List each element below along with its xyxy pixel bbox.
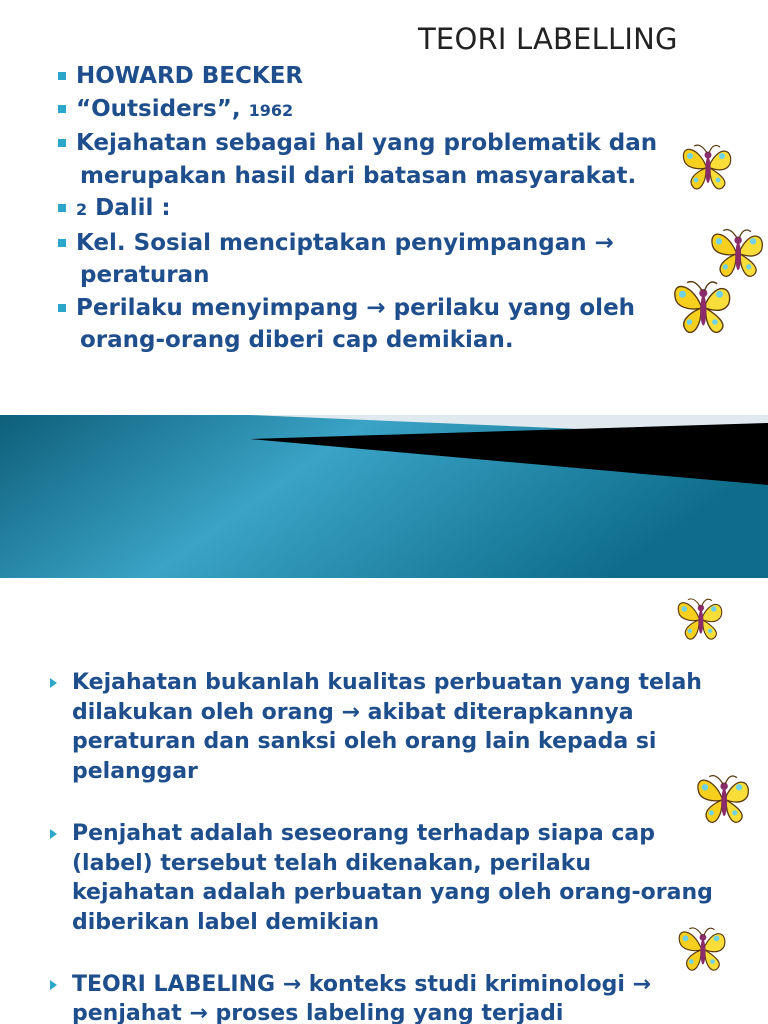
- list-item: Penjahat adalah seseorang terhadap siapa cap (label) tersebut telah dikenakan, perilaku kejahatan adalah perbuatan yang oleh orang-orang diberikan label demikian: [48, 819, 718, 938]
- slide-title: TEORI LABELLING: [418, 22, 678, 56]
- slide-1-list: [56, 60, 716, 357]
- list-item-continuation: orang-orang diberi cap demikian.: [80, 327, 514, 353]
- list-item: 2 Dalil :: [56, 192, 716, 227]
- list-item-continuation: merupakan hasil dari batasan masyarakat.: [80, 162, 637, 189]
- butterfly-icon: [704, 226, 768, 280]
- butterfly-icon: [676, 142, 736, 192]
- butterfly-icon: [666, 278, 736, 336]
- butterfly-icon: [690, 766, 754, 832]
- decorative-band: [0, 415, 768, 578]
- list-item: TEORI LABELING → konteks studi kriminologi → penjahat → proses labeling yang terjadi: [48, 970, 718, 1024]
- list-item: Kejahatan sebagai hal yang problematik dan: [56, 127, 666, 160]
- list-item-continuation: peraturan: [80, 262, 210, 288]
- triangle-bullet-icon: [50, 980, 57, 990]
- triangle-bullet-icon: [50, 829, 57, 839]
- square-bullet-icon: [58, 304, 66, 312]
- list-item: Kel. Sosial menciptakan penyimpangan →: [56, 227, 716, 260]
- square-bullet-icon: [58, 105, 66, 113]
- slide-2: [0, 578, 768, 1024]
- slide-2-list: [48, 668, 718, 1024]
- square-bullet-icon: [58, 204, 66, 212]
- triangle-bullet-icon: [50, 678, 57, 688]
- butterfly-icon: [664, 596, 734, 642]
- list-item: HOWARD BECKER: [56, 60, 716, 93]
- square-bullet-icon: [58, 139, 66, 147]
- list-item: Perilaku menyimpang → perilaku yang oleh: [56, 292, 716, 325]
- list-item: “Outsiders”, 1962: [56, 93, 716, 128]
- square-bullet-icon: [58, 239, 66, 247]
- butterfly-icon: [672, 922, 730, 976]
- square-bullet-icon: [58, 72, 66, 80]
- list-item: Kejahatan bukanlah kualitas perbuatan yang telah dilakukan oleh orang → akibat diterapkannya peraturan dan sanksi oleh orang lain kepada si pelanggar: [48, 668, 718, 787]
